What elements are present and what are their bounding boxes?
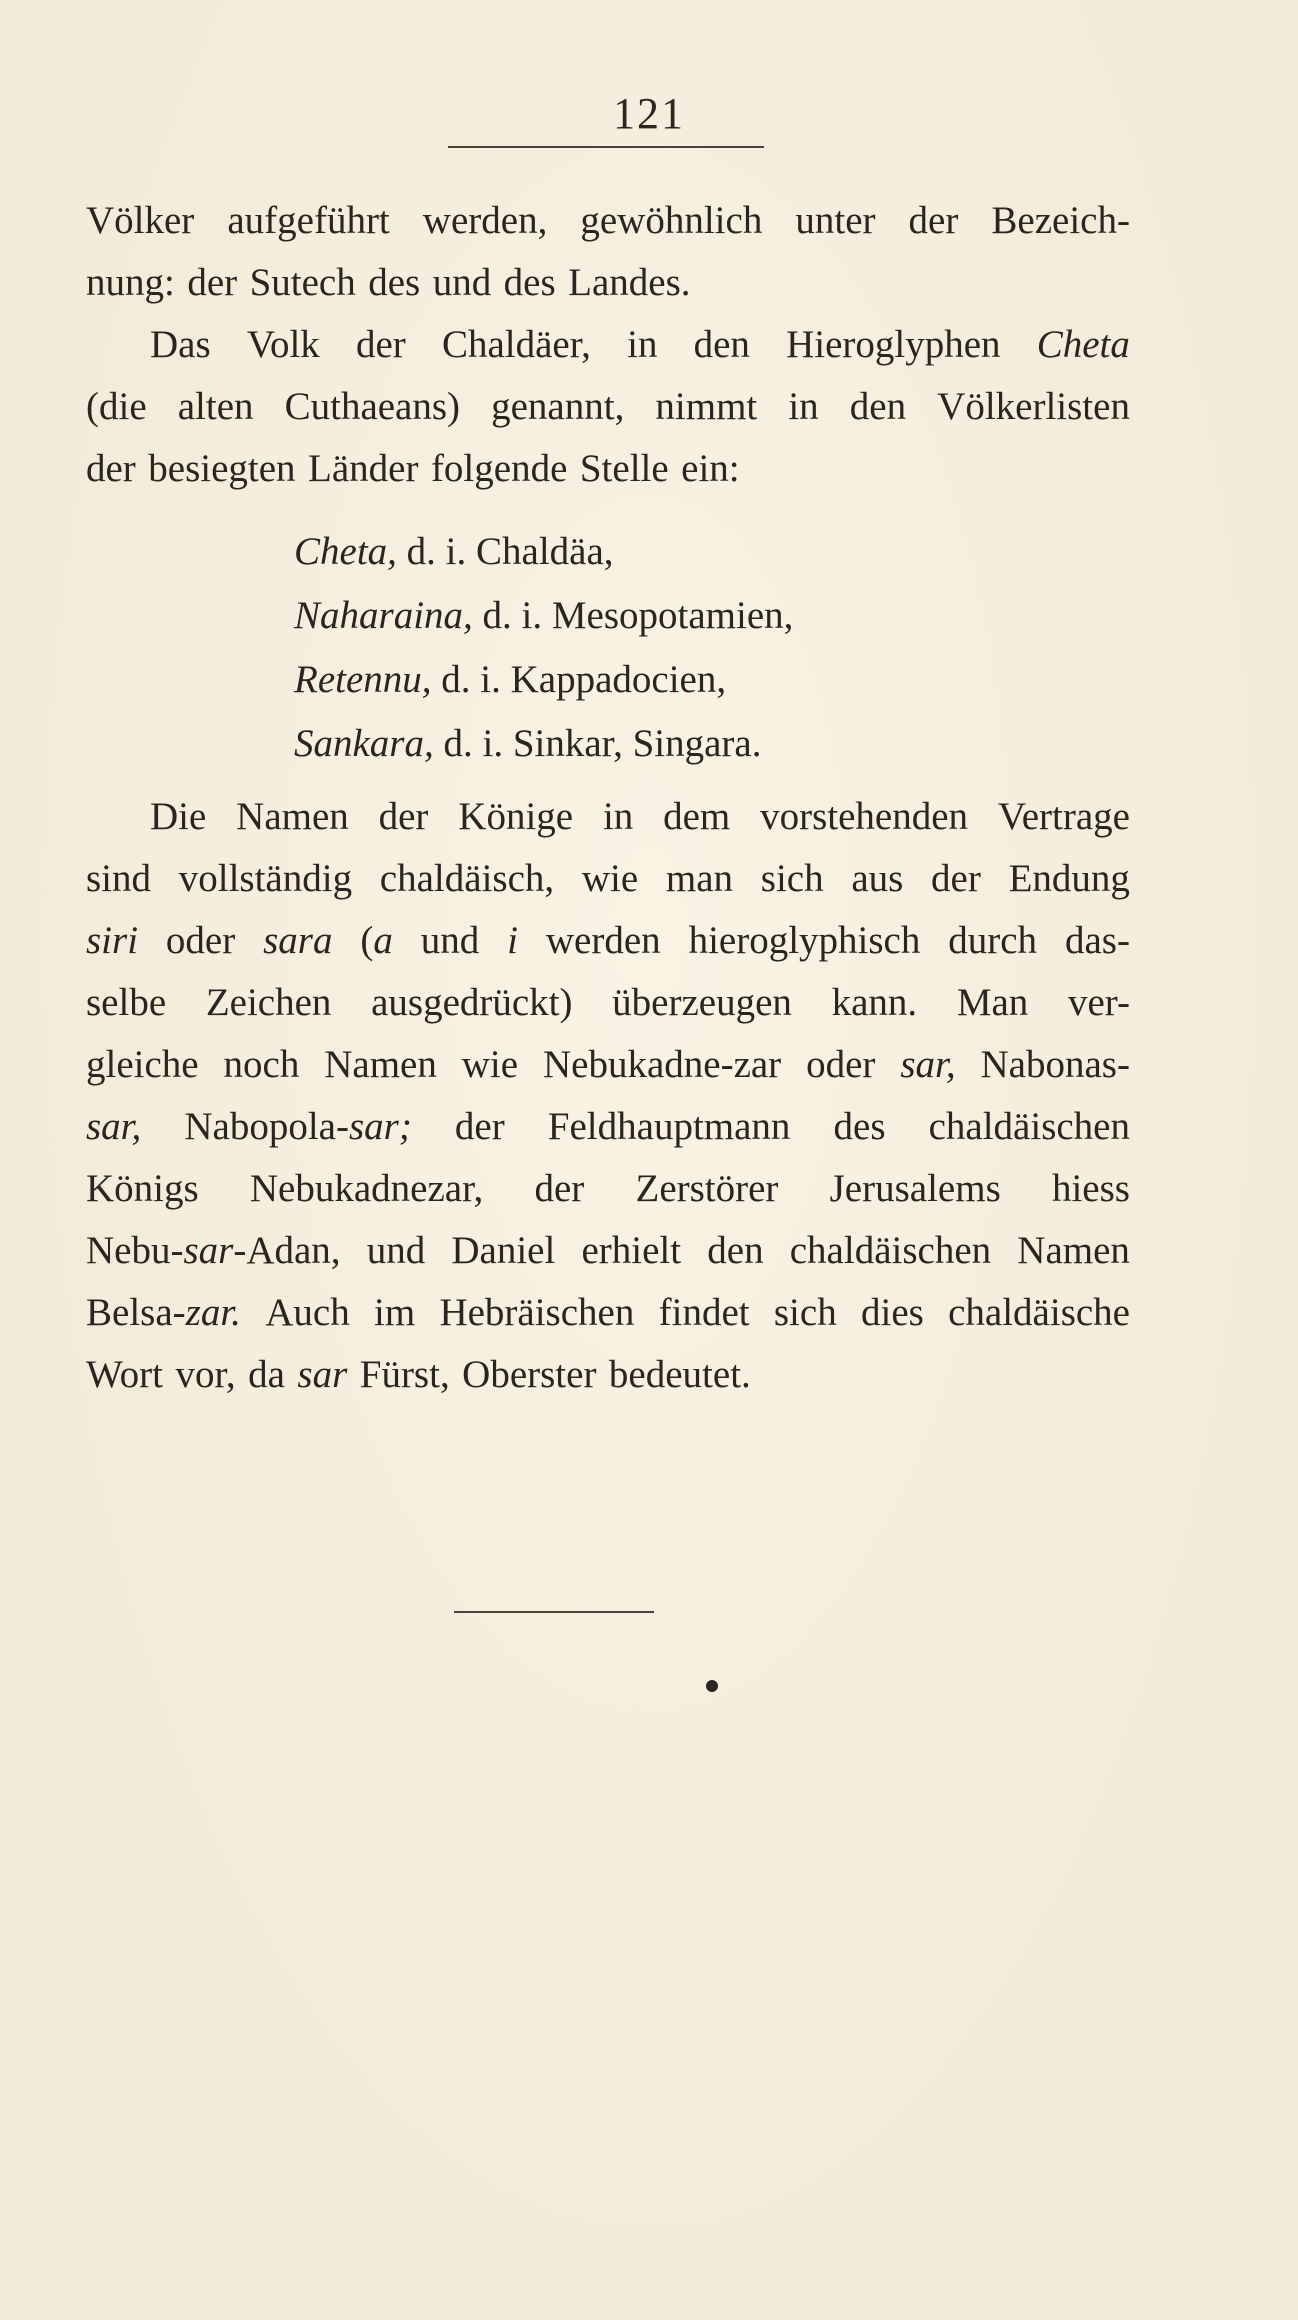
word: (a (360, 919, 393, 962)
word: Nebukadne-zar (542, 1043, 782, 1086)
word: erhielt (581, 1229, 682, 1272)
word: das- (1064, 919, 1130, 962)
word: kann. (831, 981, 918, 1024)
word: der (187, 261, 238, 304)
word: sich (773, 1291, 837, 1334)
word: vollständig (178, 857, 353, 900)
word: in (602, 795, 634, 838)
word: in (788, 385, 819, 428)
list-item (294, 648, 1094, 712)
list-item (294, 712, 1094, 776)
word: gleiche (86, 1043, 199, 1086)
word: Vertrage (997, 795, 1130, 838)
end-rule (454, 1611, 654, 1613)
list-term: Cheta, (294, 530, 397, 573)
word: bedeutet. (608, 1353, 751, 1396)
word: Königs (86, 1167, 199, 1210)
word: Auch (265, 1291, 350, 1334)
word: Wort (86, 1353, 164, 1396)
text-line (86, 848, 1130, 910)
list-definition: d. i. Mesopotamien, (482, 594, 794, 637)
word: Länder (308, 447, 419, 490)
paragraph-1-and-2 (86, 190, 1130, 500)
text-line (86, 910, 1130, 972)
word: wie (461, 1043, 519, 1086)
text-line (86, 190, 1130, 252)
word: unter (795, 199, 876, 242)
word: ausgedrückt) (371, 981, 573, 1024)
list-definition: d. i. Sinkar, Singara. (443, 722, 762, 765)
word: (die (86, 385, 147, 428)
word: sar, (86, 1105, 142, 1148)
word: Stelle (579, 447, 669, 490)
word: noch (223, 1043, 300, 1086)
word: sind (86, 857, 152, 900)
country-list (294, 520, 1094, 776)
list-item (294, 520, 1094, 584)
word: Die (150, 795, 207, 838)
text-line (86, 1034, 1130, 1096)
word: Könige (458, 795, 574, 838)
word: werden (545, 919, 661, 962)
word: der (908, 199, 959, 242)
word: vor, (175, 1353, 236, 1396)
word: siri (86, 919, 139, 962)
word: man (665, 857, 734, 900)
word: Völkerlisten (937, 385, 1130, 428)
word: Feldhauptmann (547, 1105, 791, 1148)
text-line (86, 786, 1130, 848)
word: Chaldäer, (441, 323, 591, 366)
word: nimmt (655, 385, 758, 428)
word: Sutech (249, 261, 356, 304)
text-line (86, 314, 1130, 376)
word: gewöhnlich (580, 199, 763, 242)
word: findet (658, 1291, 750, 1334)
word: sar (297, 1353, 348, 1396)
word: des (833, 1105, 886, 1148)
word: Nebukadnezar, (249, 1167, 484, 1210)
word: Daniel (451, 1229, 556, 1272)
word: Nabonas- (980, 1043, 1130, 1086)
word: ver- (1067, 981, 1130, 1024)
text-line (86, 1158, 1130, 1220)
word: Oberster (462, 1353, 597, 1396)
word: im (373, 1291, 416, 1334)
word: oder (165, 919, 236, 962)
word: vorstehenden (760, 795, 969, 838)
list-term: Retennu, (294, 658, 432, 701)
word: Namen (1017, 1229, 1130, 1272)
word: des (368, 261, 421, 304)
word: hiess (1051, 1167, 1130, 1210)
word: Nabopola-sar; (184, 1105, 412, 1148)
word: Namen (236, 795, 349, 838)
text-line (86, 252, 1130, 314)
word: Endung (1008, 857, 1130, 900)
list-definition: d. i. Chaldäa, (406, 530, 614, 573)
word: hieroglyphisch (688, 919, 921, 962)
word: Hieroglyphen (786, 323, 1001, 366)
word: Hebräischen (439, 1291, 635, 1334)
word: überzeugen (612, 981, 792, 1024)
word: chaldäische (948, 1291, 1130, 1334)
word: nung: (86, 261, 175, 304)
word: in (627, 323, 658, 366)
header-rule (448, 146, 764, 148)
word: den (707, 1229, 764, 1272)
list-term: Sankara, (294, 722, 434, 765)
word: durch (948, 919, 1038, 962)
word: aufgeführt (227, 199, 390, 242)
word: der (86, 447, 136, 490)
word: wie (581, 857, 639, 900)
word: und (432, 261, 492, 304)
word: den (849, 385, 907, 428)
word: selbe (86, 981, 167, 1024)
word: Zerstörer (635, 1167, 779, 1210)
text-line (86, 1282, 1130, 1344)
word: Zeichen (205, 981, 332, 1024)
list-definition: d. i. Kappadocien, (441, 658, 727, 701)
word: i (507, 919, 518, 962)
paragraph-3 (86, 786, 1130, 1406)
list-item (294, 584, 1094, 648)
word: Man (956, 981, 1029, 1024)
text-line (86, 376, 1130, 438)
word: da (248, 1353, 285, 1396)
word: chaldäischen (789, 1229, 992, 1272)
word: der (454, 1105, 505, 1148)
word: der (931, 857, 981, 900)
word: genannt, (491, 385, 625, 428)
word: Belsa-zar. (86, 1291, 241, 1334)
word: oder (806, 1043, 876, 1086)
word: ein: (681, 447, 740, 490)
text-line (86, 1220, 1130, 1282)
text-line (86, 972, 1130, 1034)
page-number: 121 (613, 89, 685, 138)
word: Fürst, (359, 1353, 450, 1396)
word: Das (150, 323, 211, 366)
word: chaldäisch, (379, 857, 555, 900)
word: sara (263, 919, 333, 962)
word: der (534, 1167, 585, 1210)
text-line (86, 1096, 1130, 1158)
word: Cheta (1036, 323, 1130, 366)
word: Namen (324, 1043, 437, 1086)
word: alten (177, 385, 254, 428)
word: Nebu-sar-Adan, (86, 1229, 341, 1272)
text-line (86, 438, 1130, 500)
word: folgende (430, 447, 568, 490)
word: und (420, 919, 480, 962)
word: Völker (86, 199, 195, 242)
word: Bezeich- (991, 199, 1130, 242)
word: dem (663, 795, 731, 838)
word: sar, (900, 1043, 956, 1086)
word: dies (860, 1291, 924, 1334)
word: Cuthaeans) (284, 385, 461, 428)
word: sich (760, 857, 824, 900)
word: besiegten (148, 447, 296, 490)
word: der (355, 323, 406, 366)
word: den (693, 323, 750, 366)
ink-dot (706, 1680, 718, 1692)
word: chaldäischen (928, 1105, 1130, 1148)
list-term: Naharaina, (294, 594, 473, 637)
word: und (366, 1229, 426, 1272)
word: Volk (246, 323, 320, 366)
word: Jerusalems (829, 1167, 1001, 1210)
word: werden, (422, 199, 548, 242)
text-line (86, 1344, 1130, 1406)
word: des (503, 261, 556, 304)
word: Landes. (568, 261, 691, 304)
word: aus (851, 857, 904, 900)
word: der (378, 795, 429, 838)
